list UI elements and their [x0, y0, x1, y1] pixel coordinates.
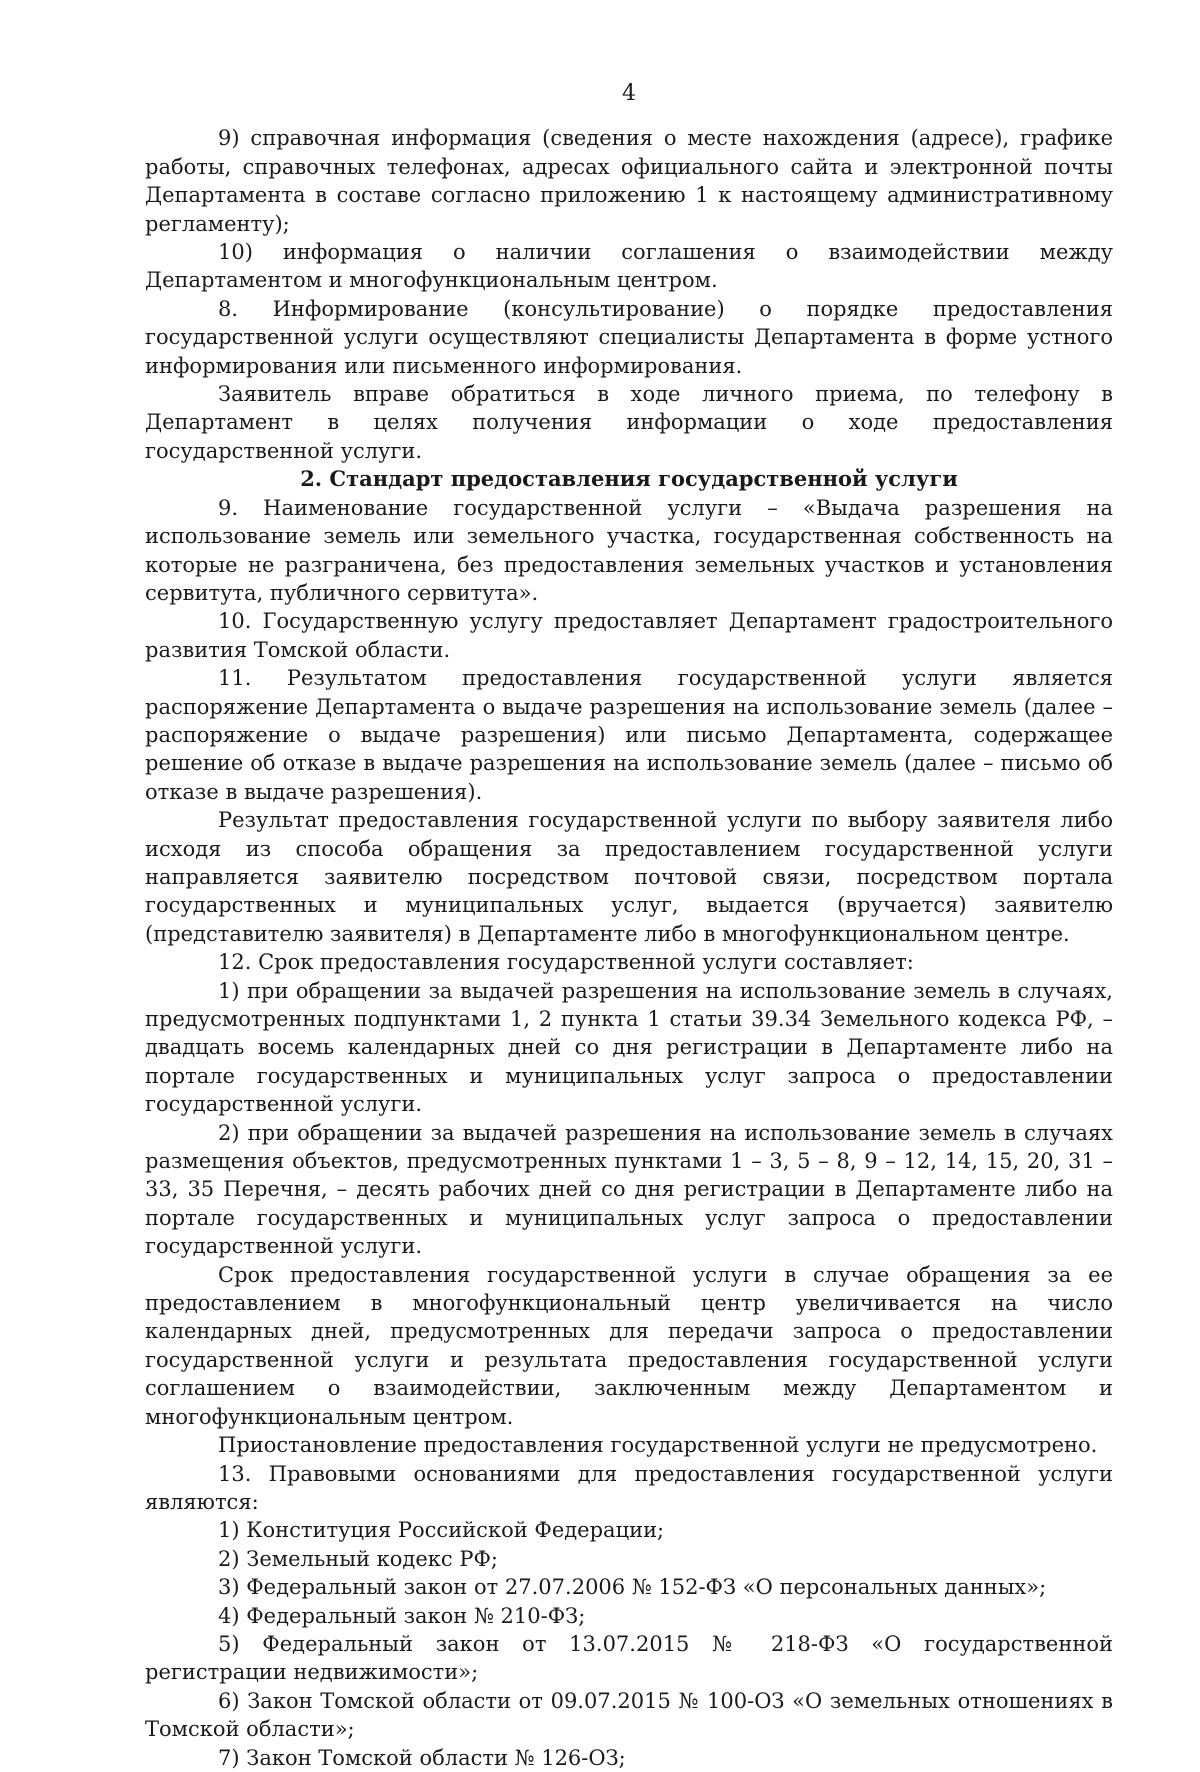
paragraph: 11. Результатом предоставления государственной услуги является распоряжение Департамента о выдаче разрешения на использование земель (далее – распоряжение о выдаче разрешения) или письмо Департамента, содержащее решение об отказе в выдаче разрешения на использование земель (далее – письмо об отказе в выдаче разрешения).: [145, 666, 1113, 804]
paragraph: 9. Наименование государственной услуги – «Выдача разрешения на использование земель или земельного участка, государственная собственность на которые не разграничена, без предоставления земельных участков и установления сервитута, публичного сервитута».: [145, 495, 1113, 605]
paragraph: 9) справочная информация (сведения о месте нахождения (адресе), графике работы, справочных телефонах, адресах официального сайта и электронной почты Департамента в составе согласно приложению 1 к настоящему административному регламенту);: [145, 126, 1113, 236]
paragraph: Приостановление предоставления государственной услуги не предусмотрено.: [218, 1433, 1098, 1458]
paragraph: Результат предоставления государственной услуги по выбору заявителя либо исходя из способа обращения за предоставлением государственной услуги направляется заявителю посредством почтовой связи, посредством портала государственных и муниципальных услуг, выдается (вручается) заявителю (представителю заявителя) в Департаменте либо в многофункциональном центре.: [145, 808, 1113, 946]
list-item: 5) Федеральный закон от 13.07.2015 № 218-ФЗ «О государственной регистрации недвижимости»;: [145, 1631, 1113, 1685]
paragraph: 2) при обращении за выдачей разрешения на использование земель в случаях размещения объектов, предусмотренных пунктами 1 – 3, 5 – 8, 9 – 12, 14, 15, 20, 31 – 33, 35 Перечня, – десять рабочих дней со дня регистрации в Департаменте либо на портале государственных и муниципальных услуг запроса о предоставлении государственной услуги.: [145, 1120, 1113, 1259]
paragraph: 12. Срок предоставления государственной услуги составляет:: [218, 950, 914, 975]
paragraph: 10. Государственную услугу предоставляет Департамент градостроительного развития Томской области.: [145, 609, 1113, 662]
section-heading: 2. Стандарт предоставления государственной услуги: [300, 466, 958, 492]
list-item: 6) Закон Томской области от 09.07.2015 № 100-ОЗ «О земельных отношениях в Томской области»;: [145, 1688, 1113, 1742]
paragraph: 1) при обращении за выдачей разрешения на использование земель в случаях, предусмотренных подпунктами 1, 2 пункта 1 статьи 39.34 Земельного кодекса РФ, – двадцать восемь календарных дней со дня регистрации в Департаменте либо на портале государственных и муниципальных услуг запроса о предоставлении государственной услуги.: [145, 978, 1113, 1117]
document-page: [145, 80, 1113, 1772]
paragraph: 13. Правовыми основаниями для предоставления государственной услуги являются:: [145, 1461, 1113, 1514]
list-item: 1) Конституция Российской Федерации;: [218, 1518, 665, 1543]
list-item: 2) Земельный кодекс РФ;: [218, 1546, 498, 1571]
paragraph: 10) информация о наличии соглашения о взаимодействии между Департаментом и многофункциональным центром.: [145, 240, 1113, 293]
list-item: 7) Закон Томской области № 126-ОЗ;: [218, 1745, 626, 1770]
page-number: 4: [622, 81, 636, 106]
paragraph: Срок предоставления государственной услуги в случае обращения за ее предоставлением в многофункциональный центр увеличивается на число календарных дней, предусмотренных для передачи запроса о предоставлении государственной услуги и результата предоставления государственной услуги соглашением о взаимодействии, заключенным между Департаментом и многофункциональным центром.: [145, 1262, 1113, 1429]
paragraph: Заявитель вправе обратиться в ходе личного приема, по телефону в Департамент в целях получения информации о ходе предоставления государственной услуги.: [145, 382, 1113, 463]
list-item: 4) Федеральный закон № 210-ФЗ;: [218, 1603, 586, 1628]
paragraph: 8. Информирование (консультирование) о порядке предоставления государственной услуги осуществляют специалисты Департамента в форме устного информирования или письменного информирования.: [145, 296, 1113, 378]
list-item: 3) Федеральный закон от 27.07.2006 № 152-ФЗ «О персональных данных»;: [218, 1575, 1047, 1600]
